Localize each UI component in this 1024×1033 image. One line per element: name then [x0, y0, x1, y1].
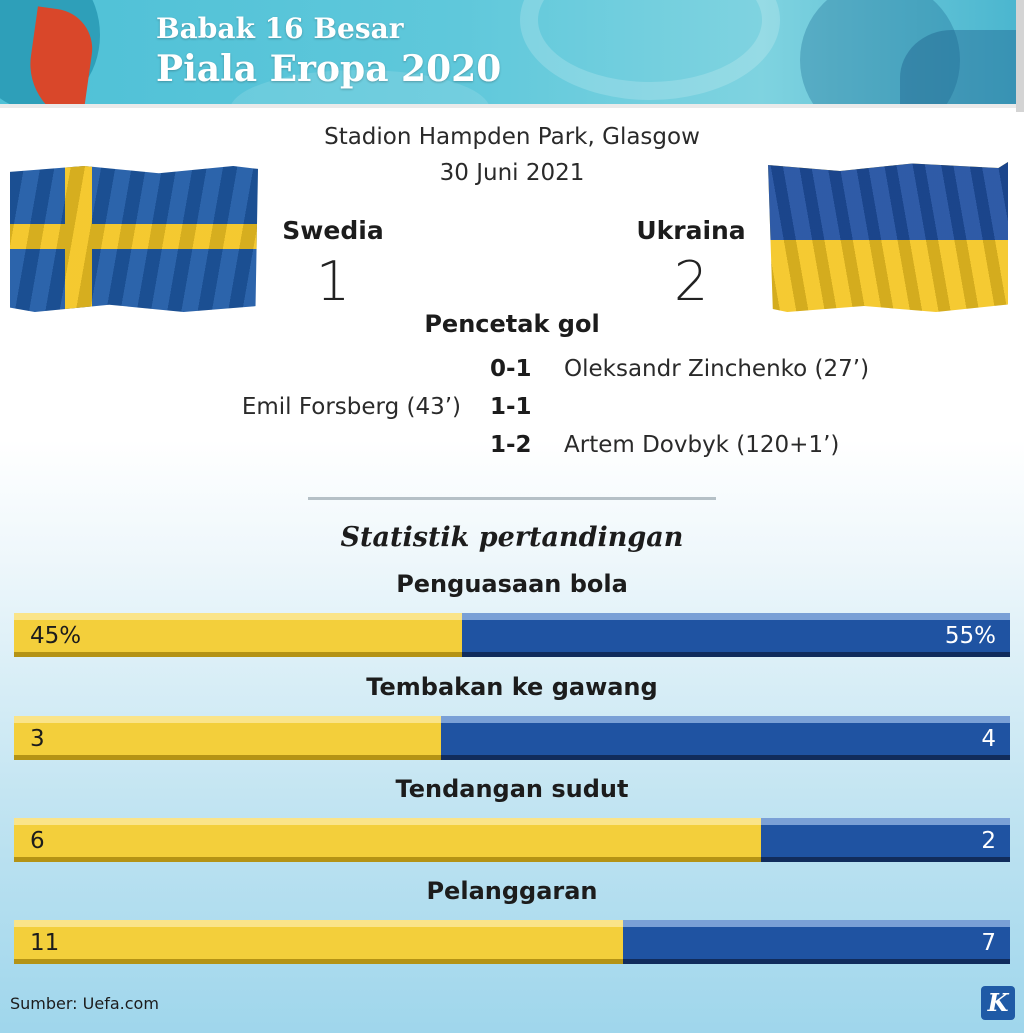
stat-away-value: 4 [981, 726, 996, 752]
goal-away-player: Artem Dovbyk (120+1’) [564, 432, 840, 458]
stat-bar-possession [14, 613, 1010, 657]
stats-title: Statistik pertandingan [340, 522, 684, 553]
stat-label-possession: Penguasaan bola [396, 570, 628, 598]
stat-bar-shots-on-target [14, 716, 1010, 760]
stat-away-value: 2 [981, 828, 996, 854]
sweden-flag-icon [10, 166, 258, 312]
stat-away-value: 7 [981, 930, 996, 956]
goal-row [0, 394, 1024, 428]
goal-home-player: Emil Forsberg (43’) [241, 394, 461, 420]
goal-row [0, 356, 1024, 390]
stat-bar-home-segment [14, 818, 761, 862]
stat-bar-away-segment [441, 716, 1010, 760]
home-team-score: 1 [315, 250, 351, 313]
stat-label-corners: Tendangan sudut [395, 775, 629, 803]
stat-home-value: 3 [30, 726, 45, 752]
match-venue: Stadion Hampden Park, Glasgow [324, 124, 700, 150]
banner-title-line1: Babak 16 Besar [156, 12, 404, 45]
stat-bar-away-segment [761, 818, 1010, 862]
scorers-title: Pencetak gol [424, 310, 600, 338]
stat-bar-home-segment [14, 920, 623, 964]
goal-away-player: Oleksandr Zinchenko (27’) [564, 356, 870, 382]
stat-home-value: 6 [30, 828, 45, 854]
goal-row [0, 432, 1024, 466]
stat-home-value: 45% [30, 623, 82, 649]
match-date: 30 Juni 2021 [439, 160, 585, 186]
stat-home-value: 11 [30, 930, 60, 956]
ukraine-flag-icon [768, 162, 1008, 312]
stat-bar-away-segment [623, 920, 1010, 964]
goal-score: 0-1 [490, 356, 532, 382]
banner-title-line2: Piala Eropa 2020 [156, 48, 502, 90]
stat-bar-home-segment [14, 716, 441, 760]
stat-bar-home-segment [14, 613, 462, 657]
header-banner [0, 0, 1016, 108]
stat-away-value: 55% [944, 623, 996, 649]
stat-bar-away-segment [462, 613, 1010, 657]
stat-label-fouls: Pelanggaran [426, 877, 598, 905]
goal-score: 1-2 [490, 432, 532, 458]
stat-bar-fouls [14, 920, 1010, 964]
home-team-name: Swedia [282, 216, 384, 245]
kompas-logo-icon: K [981, 986, 1015, 1020]
goal-score: 1-1 [490, 394, 532, 420]
source-credit: Sumber: Uefa.com [10, 994, 159, 1013]
away-team-score: 2 [673, 250, 709, 313]
away-team-name: Ukraina [636, 216, 746, 245]
stat-label-shots-on-target: Tembakan ke gawang [366, 673, 658, 701]
section-divider [308, 497, 716, 500]
stat-bar-corners [14, 818, 1010, 862]
